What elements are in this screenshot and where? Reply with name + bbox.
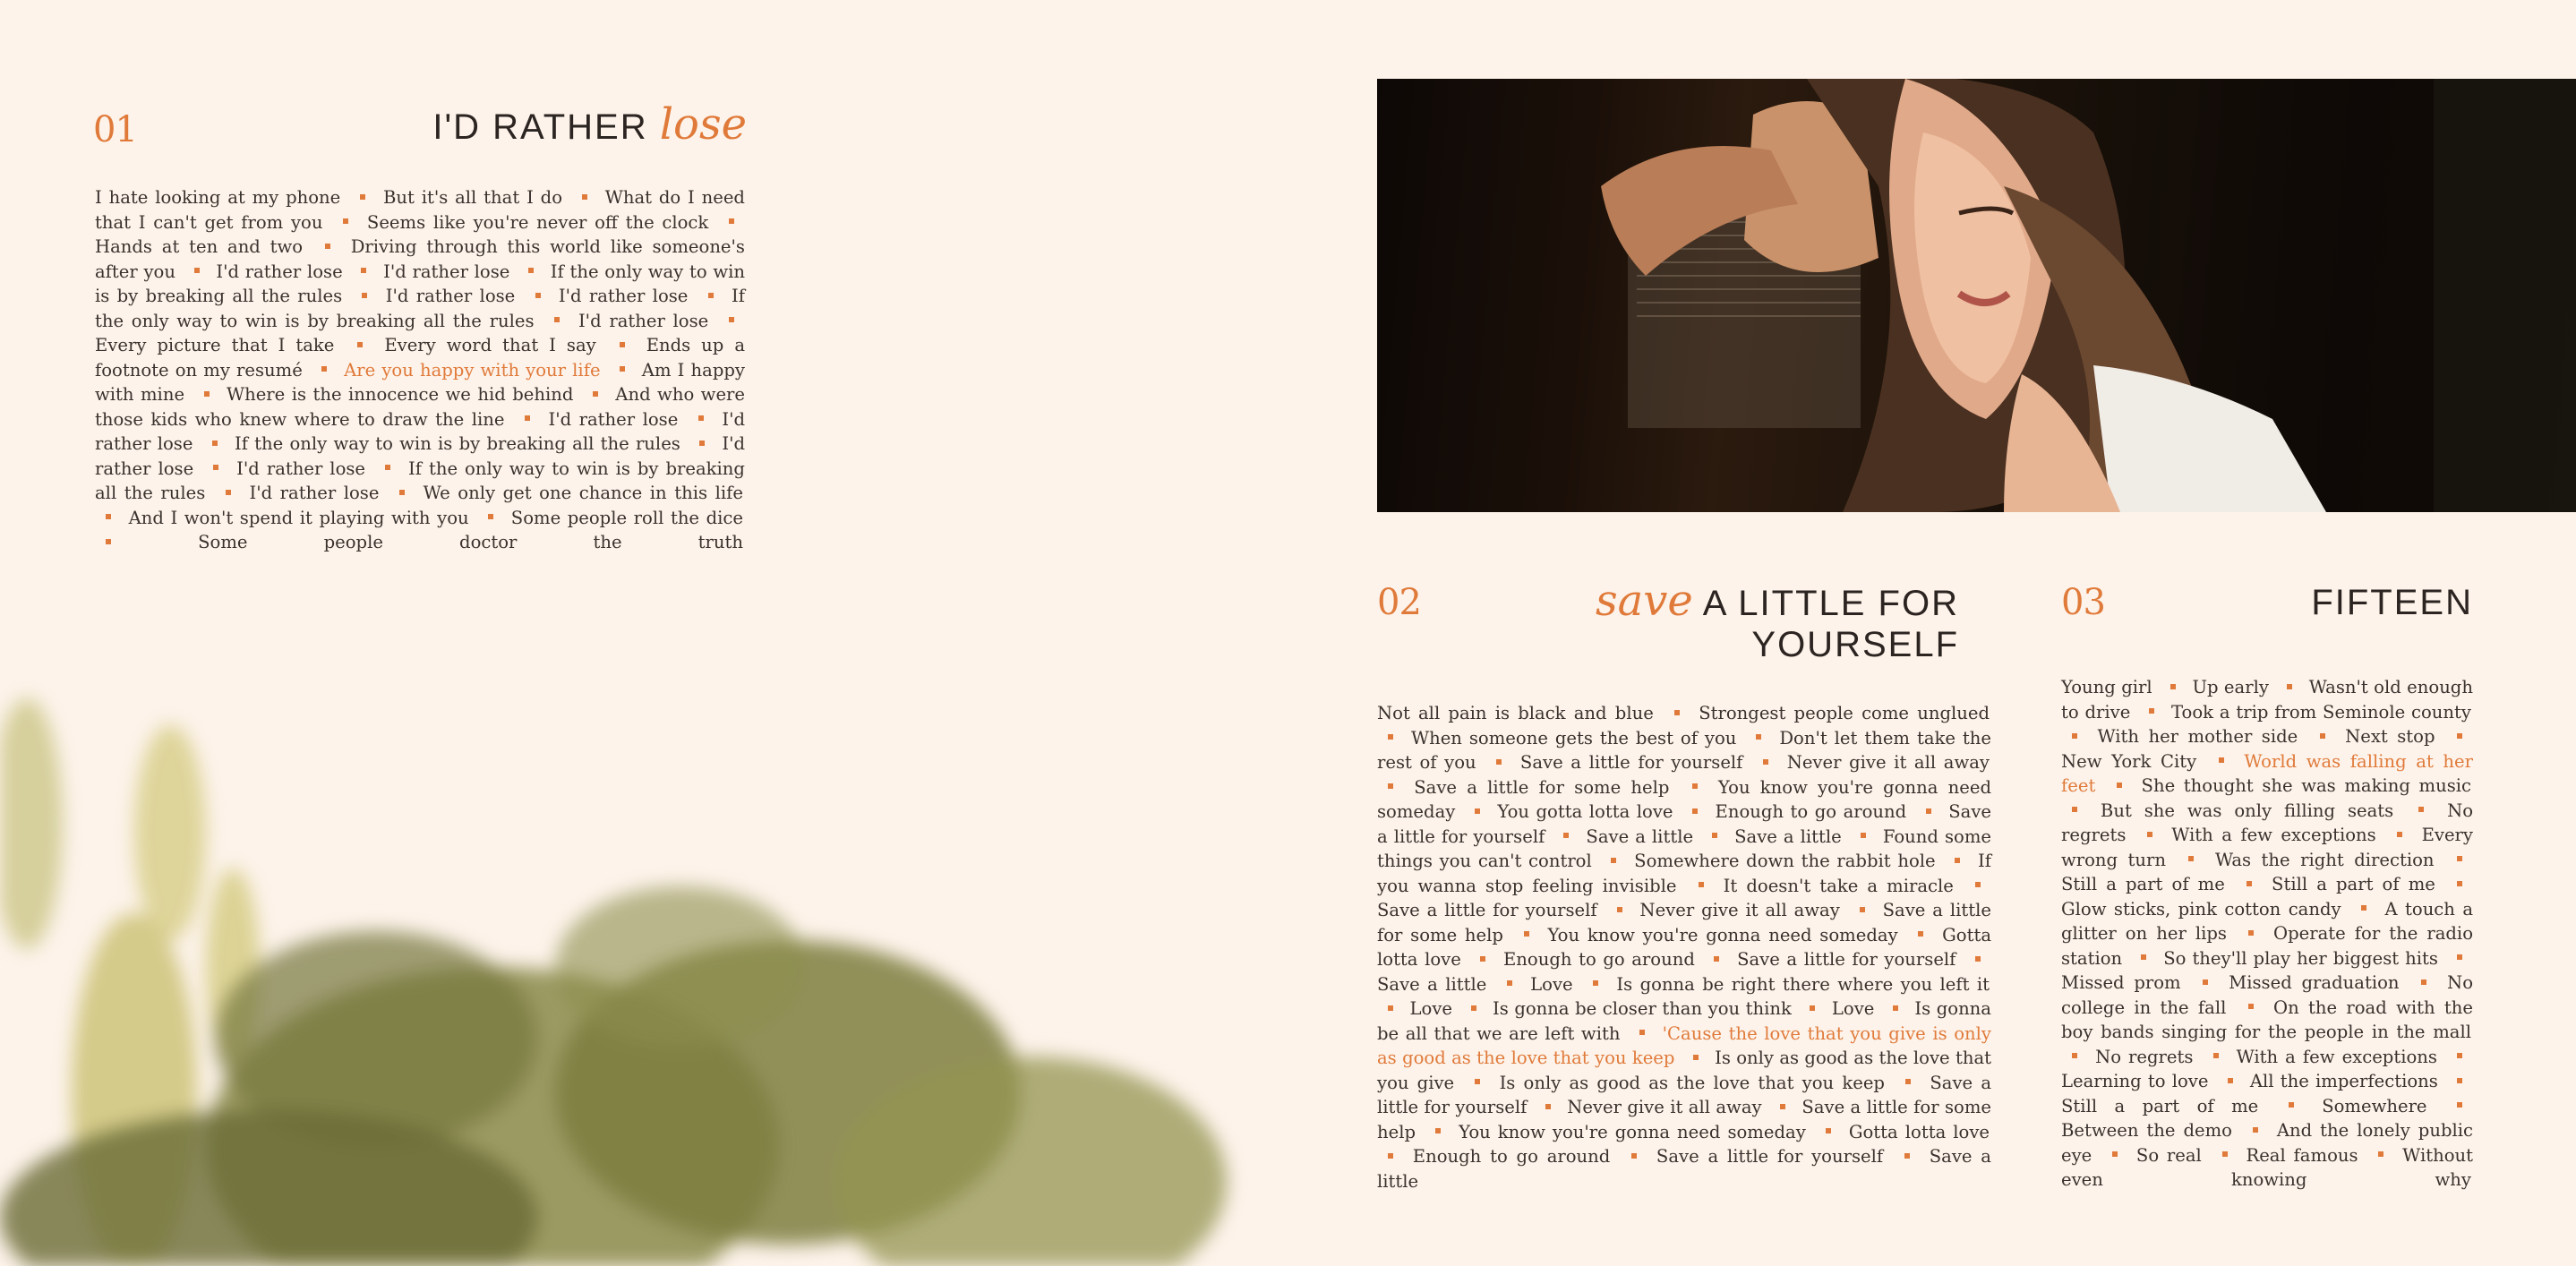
separator-square-icon [2188, 856, 2194, 861]
separator-square-icon [1975, 956, 1981, 962]
lyric-line: Is gonna be all that we are left with [1377, 998, 1991, 1044]
lyric-line: Missed graduation [2229, 972, 2400, 993]
song-number: 01 [93, 109, 137, 150]
lyric-line: You know you're gonna need someday [1547, 924, 1898, 945]
separator-square-icon [528, 268, 534, 273]
separator-square-icon [1861, 833, 1866, 838]
lyric-line: Driving through this world like someone's after you [95, 236, 745, 282]
lyric-line: Save a little [1377, 1146, 1991, 1192]
separator-square-icon [2421, 979, 2426, 985]
separator-square-icon [212, 441, 218, 446]
separator-square-icon [1617, 907, 1622, 912]
lyric-line: When someone gets the best of you [1410, 727, 1737, 748]
separator-square-icon [362, 293, 367, 298]
separator-square-icon [535, 293, 541, 298]
lyric-line: Wasn't old enough to drive [2061, 677, 2473, 723]
separator-square-icon [1388, 1153, 1393, 1159]
lyric-line: Between the demo [2061, 1120, 2232, 1141]
lyric-line: Save a little for yourself [1737, 949, 1956, 970]
separator-square-icon [2170, 684, 2176, 689]
separator-square-icon [1780, 1104, 1785, 1109]
separator-square-icon [699, 441, 705, 446]
separator-square-icon [2213, 1053, 2219, 1058]
lyric-line: And I won't spend it playing with you [128, 507, 469, 528]
lyric-line: We only get one chance in this life [423, 483, 743, 503]
separator-square-icon [360, 194, 365, 200]
lyric-line: But it's all that I do [382, 187, 562, 208]
lyric-line-highlight: Are you happy with your life [344, 359, 601, 381]
separator-square-icon [2287, 684, 2292, 689]
lyric-line: I'd rather lose [578, 310, 709, 331]
lyric-line: Enough to go around [1412, 1146, 1611, 1167]
separator-square-icon [2248, 930, 2254, 936]
foliage-photo [0, 591, 1236, 1266]
lyric-line: Never give it all away [1786, 752, 1990, 773]
separator-square-icon [2457, 1078, 2462, 1083]
separator-square-icon [2228, 1078, 2233, 1083]
lyric-line: Is gonna be right there where you left it [1616, 973, 1990, 995]
lyric-line: If you wanna stop feeling invisible [1377, 851, 1991, 896]
separator-square-icon [2378, 1151, 2383, 1157]
separator-square-icon [698, 415, 704, 421]
lyric-line: With a few exceptions [2171, 825, 2376, 845]
separator-square-icon [1714, 956, 1719, 962]
separator-square-icon [2117, 783, 2122, 788]
separator-square-icon [1975, 882, 1981, 887]
lyric-line: I'd rather lose [548, 408, 679, 430]
separator-square-icon [2320, 733, 2325, 739]
lyric-line: Learning to love [2061, 1071, 2209, 1091]
lyric-line: Still a part of me [2061, 874, 2225, 894]
lyric-line: Seems like you're never off the clock [366, 211, 709, 233]
lyric-line: But she was only filling seats [2100, 800, 2394, 821]
separator-square-icon [321, 366, 327, 372]
separator-square-icon [1563, 833, 1569, 838]
song-lyrics [2061, 675, 2473, 1193]
separator-square-icon [2147, 832, 2152, 837]
song-title-italic: save [1596, 576, 1693, 626]
portrait-photo [1377, 79, 2576, 512]
song-title [2221, 582, 2473, 623]
separator-square-icon [106, 514, 111, 519]
lyric-line: What do I need that I can't get from you [95, 187, 745, 233]
song-title-plain: I'D RATHER [432, 107, 648, 147]
lyric-line: Is only as good as the love that you give [1377, 1048, 1992, 1093]
lyric-line: I'd rather lose [95, 408, 746, 454]
separator-square-icon [729, 218, 734, 224]
lyric-line: Save a little for yourself [1377, 1072, 1992, 1117]
lyric-line: Love [1409, 998, 1452, 1019]
lyric-line: Every wrong turn [2061, 825, 2473, 870]
separator-square-icon [226, 490, 231, 495]
song-number: 02 [1377, 582, 1421, 623]
lyric-line: New York City [2061, 750, 2197, 772]
lyric-line: Real famous [2246, 1144, 2358, 1166]
separator-square-icon [2112, 1151, 2118, 1157]
lyric-line: So they'll play her biggest hits [2163, 947, 2438, 969]
song-title [1522, 576, 1959, 665]
lyric-line: Up early [2192, 677, 2269, 697]
separator-square-icon [1674, 710, 1680, 715]
separator-square-icon [1593, 980, 1598, 986]
lyric-line: You gotta lotta love [1497, 801, 1673, 822]
lyric-line: I'd rather lose [216, 261, 343, 282]
lyric-line: Took a trip from Seminole county [2171, 701, 2471, 723]
lyric-line: If the only way to win is by breaking all the rules [95, 286, 746, 331]
lyric-line: She thought she was making music [2141, 775, 2471, 796]
separator-square-icon [525, 415, 530, 421]
lyric-line: Some people roll the dice [510, 507, 743, 528]
lyric-line: If the only way to win is by breaking all the rules [95, 261, 745, 306]
lyric-line: Save a little for yourself [1519, 752, 1743, 773]
lyric-line: Somewhere down the rabbit hole [1634, 851, 1936, 871]
lyric-line: Strongest people come unglued [1699, 703, 1990, 723]
separator-square-icon [1631, 1153, 1637, 1159]
separator-square-icon [2248, 1004, 2254, 1009]
lyric-line: I'd rather lose [385, 286, 516, 306]
song-lyrics [95, 185, 745, 555]
lyric-line: Without even knowing why [2061, 1144, 2474, 1190]
separator-square-icon [1475, 1079, 1480, 1084]
lyric-line: Gotta lotta love [1848, 1121, 1990, 1142]
separator-square-icon [343, 218, 348, 224]
lyric-line: Missed prom [2061, 972, 2181, 993]
lyric-line: You know you're gonna need someday [1377, 776, 1991, 822]
lyric-line: With her mother side [2097, 726, 2298, 747]
lyric-line: If the only way to win is by breaking all the rules [234, 433, 680, 454]
song-title-plain: FIFTEEN [2311, 583, 2473, 622]
separator-square-icon [1692, 808, 1698, 814]
separator-square-icon [1471, 1005, 1476, 1011]
separator-square-icon [2361, 905, 2366, 911]
separator-square-icon [1524, 931, 1529, 937]
lyric-line: Love [1530, 973, 1573, 995]
lyric-line: Not all pain is black and blue [1377, 703, 1654, 723]
separator-square-icon [2418, 807, 2424, 812]
lyric-line: Save a little for some help [1377, 900, 1992, 945]
separator-square-icon [2457, 1102, 2462, 1108]
lyric-line: Save a little for some help [1414, 776, 1670, 798]
lyric-line: Where is the innocence we hid behind [226, 384, 574, 405]
separator-square-icon [1692, 783, 1698, 789]
separator-square-icon [1763, 759, 1768, 765]
separator-square-icon [325, 244, 330, 249]
lyric-line: And who were those kids who knew where to draw the line [95, 384, 746, 430]
separator-square-icon [213, 465, 218, 470]
separator-square-icon [1918, 931, 1923, 937]
lyric-line: Somewhere [2322, 1095, 2427, 1116]
separator-square-icon [2149, 708, 2154, 714]
song-title-line2: YOURSELF [1751, 625, 1959, 664]
separator-square-icon [1496, 759, 1502, 765]
separator-square-icon [385, 465, 390, 470]
lyric-line: Found some things you can't control [1377, 825, 1991, 871]
separator-square-icon [357, 342, 363, 347]
separator-square-icon [1699, 882, 1704, 887]
separator-square-icon [2457, 954, 2462, 960]
song-title [385, 99, 747, 150]
lyric-line: Still a part of me [2061, 1095, 2259, 1116]
lyric-line: Save a little [1586, 825, 1694, 847]
separator-square-icon [2397, 832, 2402, 837]
lyric-line: On the road with the boy bands singing for the people in the mall [2061, 997, 2473, 1042]
separator-square-icon [2203, 979, 2208, 985]
separator-square-icon [1860, 907, 1865, 912]
separator-square-icon [2457, 733, 2462, 739]
separator-square-icon [2072, 733, 2077, 739]
separator-square-icon [1475, 808, 1480, 814]
separator-square-icon [582, 194, 587, 200]
lyric-line: Was the right direction [2214, 849, 2435, 870]
separator-square-icon [2457, 856, 2462, 861]
lyric-line: I hate looking at my phone [95, 187, 341, 208]
separator-square-icon [1904, 1153, 1910, 1159]
lyric-line: It doesn't take a miracle [1723, 875, 1954, 896]
separator-square-icon [1388, 1005, 1393, 1011]
separator-square-icon [2219, 757, 2224, 763]
lyric-line: Operate for the radio station [2061, 923, 2473, 969]
lyric-line: Hands at ten and two [95, 236, 304, 257]
separator-square-icon [2289, 1102, 2294, 1108]
lyric-line: Save a little for some help [1377, 1097, 1992, 1142]
lyric-line: Some people doctor the truth [198, 532, 744, 552]
lyric-line: I'd rather lose [236, 458, 366, 479]
separator-square-icon [2072, 1053, 2077, 1058]
separator-square-icon [1905, 1079, 1911, 1084]
separator-square-icon [1435, 1128, 1441, 1133]
lyric-line: Gotta lotta love [1377, 924, 1992, 970]
lyric-line: I'd rather lose [383, 261, 510, 282]
lyric-line: Every picture that I take [95, 335, 335, 355]
song-title-plain: A LITTLE FOR [1702, 584, 1959, 623]
lyric-line: No regrets [2061, 800, 2474, 845]
separator-square-icon [620, 342, 625, 347]
lyric-line: Enough to go around [1715, 801, 1907, 822]
separator-square-icon [361, 268, 366, 273]
lyric-line: Never give it all away [1639, 900, 1840, 920]
song-title-italic: lose [659, 99, 747, 150]
separator-square-icon [194, 268, 200, 273]
song-number: 03 [2061, 582, 2105, 623]
separator-square-icon [593, 391, 598, 397]
lyric-line: Young girl [2061, 677, 2152, 697]
lyric-line: Ends up a footnote on my resumé [95, 335, 746, 381]
lyric-line: If the only way to win is by breaking all the rules [95, 458, 745, 503]
separator-square-icon [2457, 1053, 2462, 1058]
lyric-line: So real [2135, 1144, 2202, 1166]
separator-square-icon [1826, 1128, 1831, 1133]
separator-square-icon [1810, 1005, 1815, 1011]
lyric-line: I'd rather lose [249, 483, 380, 503]
lyric-line: No college in the fall [2061, 972, 2473, 1018]
separator-square-icon [1611, 858, 1616, 863]
lyric-line: Don't let them take the rest of you [1377, 727, 1991, 773]
separator-square-icon [1639, 1030, 1645, 1035]
lyric-line: Every word that I say [384, 335, 596, 355]
separator-square-icon [1507, 980, 1512, 986]
lyric-line: All the imperfections [2249, 1071, 2438, 1091]
lyric-line: Am I happy with mine [95, 359, 745, 405]
separator-square-icon [620, 366, 625, 372]
lyric-line: Enough to go around [1503, 949, 1695, 970]
separator-square-icon [729, 317, 734, 322]
lyric-line: A touch a glitter on her lips [2061, 898, 2473, 944]
separator-square-icon [2072, 807, 2077, 812]
separator-square-icon [106, 539, 111, 544]
lyric-line: No regrets [2095, 1046, 2194, 1067]
lyric-line: Love [1831, 998, 1875, 1019]
lyric-line: Is only as good as the love that you keep [1499, 1072, 1885, 1093]
separator-square-icon [399, 490, 405, 495]
lyric-line: Still a part of me [2272, 874, 2435, 894]
separator-square-icon [488, 514, 493, 519]
separator-square-icon [2253, 1127, 2258, 1133]
lyric-line: Glow sticks, pink cotton candy [2061, 898, 2341, 920]
lyric-line: Save a little for yourself [1656, 1146, 1884, 1167]
separator-square-icon [1693, 1055, 1699, 1060]
separator-square-icon [1545, 1104, 1551, 1109]
separator-square-icon [1756, 734, 1761, 740]
lyric-line: Never give it all away [1567, 1097, 1762, 1117]
lyric-line: And the lonely public eye [2061, 1120, 2473, 1166]
lyric-line: Save a little for yourself [1377, 900, 1597, 920]
separator-square-icon [1893, 1005, 1898, 1011]
separator-square-icon [1712, 833, 1717, 838]
lyric-line: I'd rather lose [95, 433, 746, 479]
lyric-line: Save a little [1377, 973, 1487, 995]
separator-square-icon [1388, 783, 1393, 789]
lyric-line-highlight: World was falling at her feet [2061, 750, 2474, 796]
separator-square-icon [2222, 1151, 2228, 1157]
lyric-line: I'd rather lose [558, 286, 689, 306]
separator-square-icon [2141, 954, 2146, 960]
separator-square-icon [554, 317, 560, 322]
lyric-line: With a few exceptions [2236, 1046, 2437, 1067]
lyric-line: Is gonna be closer than you think [1493, 998, 1792, 1019]
separator-square-icon [1955, 858, 1960, 863]
separator-square-icon [1926, 808, 1931, 814]
separator-square-icon [1480, 956, 1485, 962]
lyric-line: You know you're gonna need someday [1459, 1121, 1806, 1142]
lyric-line: Save a little for yourself [1377, 801, 1992, 847]
lyric-line: Save a little [1734, 825, 1842, 847]
separator-square-icon [708, 293, 714, 298]
lyric-line-highlight: 'Cause the love that you give is only as good as the love that you keep [1377, 1022, 1991, 1068]
lyric-line: Next stop [2345, 726, 2435, 747]
separator-square-icon [204, 391, 210, 397]
song-lyrics [1377, 701, 1991, 1193]
separator-square-icon [2457, 881, 2462, 886]
separator-square-icon [2247, 881, 2252, 886]
separator-square-icon [1388, 734, 1393, 740]
